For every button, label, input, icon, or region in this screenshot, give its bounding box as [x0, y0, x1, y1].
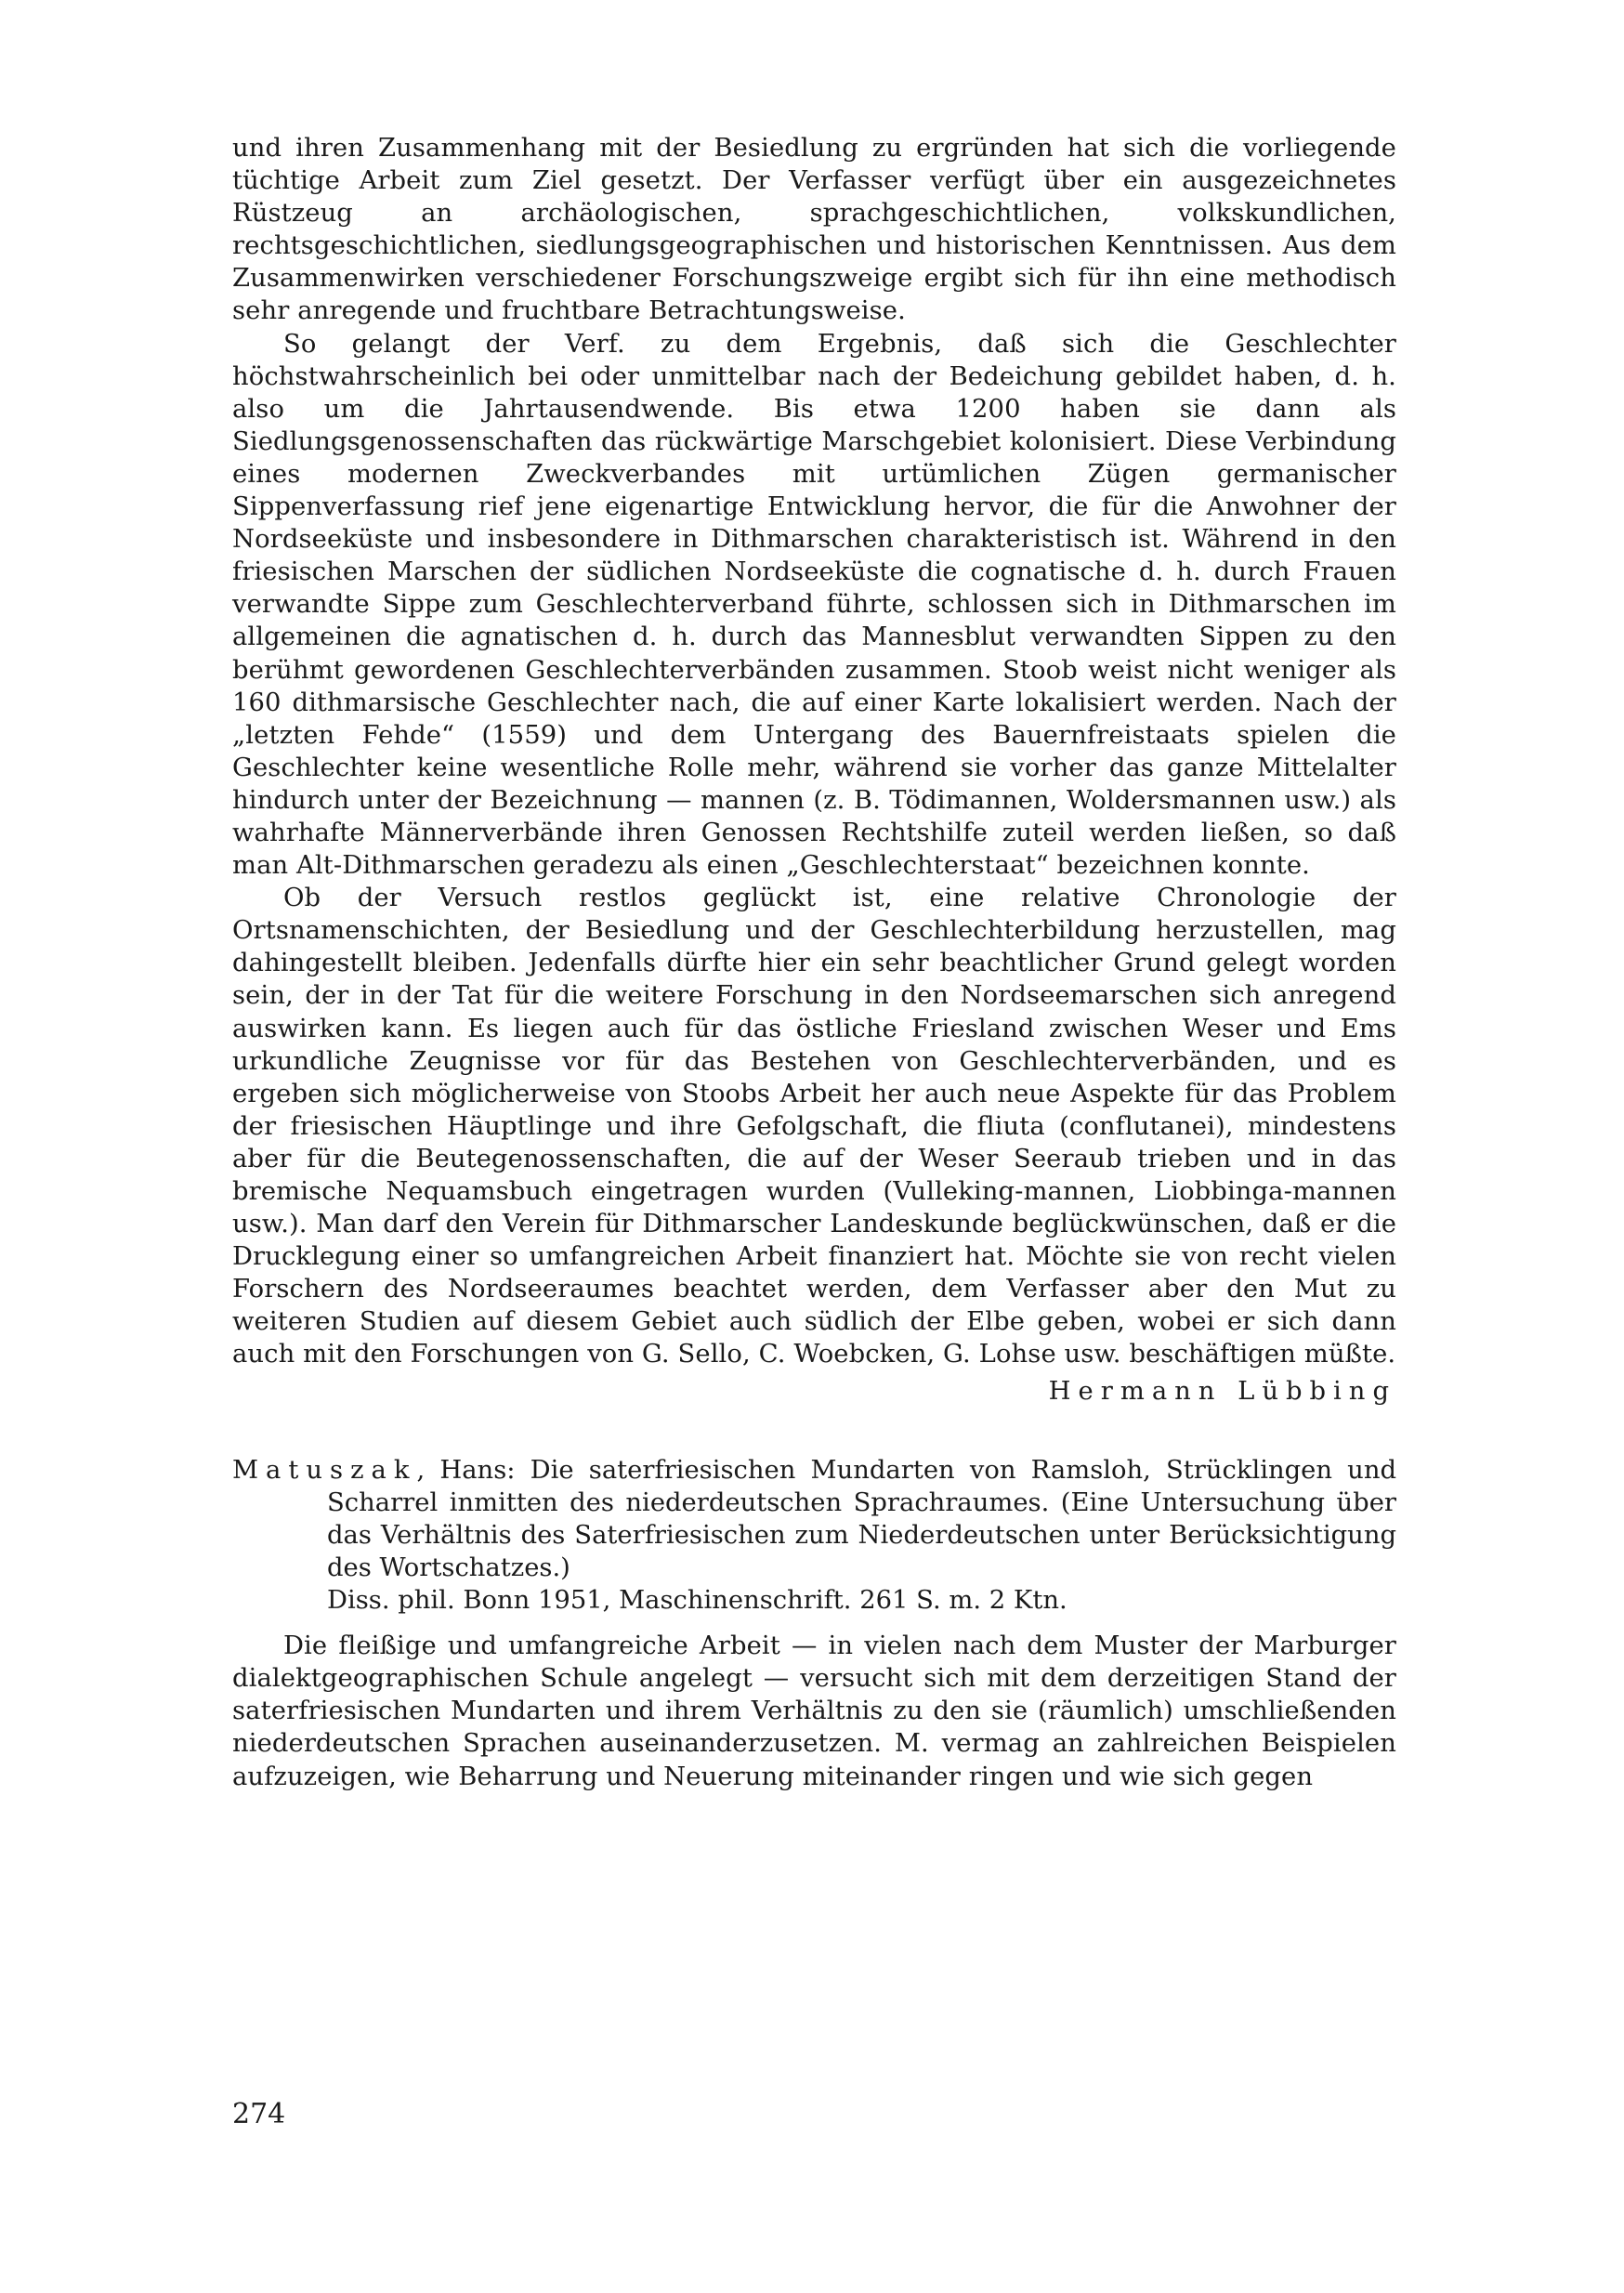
paragraph-1: und ihren Zusammenhang mit der Besiedlung zu ergründen hat sich die vorliegende tüchtige Arbeit zum Ziel gesetzt. Der Verfasser verfügt über ein ausgezeichnetes Rüstzeug an archäologischen, sprachgeschichtlichen, volkskundlichen, rechtsgeschichtlichen, siedlungsgeographischen und historischen Kenntnissen. Aus dem Zusammenwirken verschiedener Forschungszweige ergibt sich für ihn eine methodisch sehr anregende und fruchtbare Betrachtungsweise. [232, 134, 1396, 326]
entry-title: , Hans: Die saterfriesischen Mundarten von Ramsloh, Strücklingen und Scharrel inmitten des niederdeutschen Sprachraumes. (Eine Untersuchung über das Verhältnis des Saterfriesischen zum Niederdeutschen unter Berücksichtigung des Wortschatzes.) [327, 1455, 1396, 1582]
page-number: 274 [232, 2098, 286, 2130]
review-body: Die fleißige und umfangreiche Arbeit — in vielen nach dem Muster der Marburger dialektgeographischen Schule angelegt — versucht sich mit dem derzeitigen Stand der saterfriesischen Mundarten und ihrem Verhältnis zu den sie (räumlich) umschließenden niederdeutschen Sprachen auseinanderzusetzen. M. vermag an zahlreichen Beispielen aufzuzeigen, wie Beharrung und Neuerung miteinander ringen und wie sich gegen [232, 1631, 1396, 1791]
paragraph-3: Ob der Versuch restlos geglückt ist, eine relative Chronologie der Ortsnamenschichten, der Besiedlung und der Geschlechterbildung herzustellen, mag dahingestellt bleiben. Jedenfalls dürfte hier ein sehr beachtlicher Grund gelegt worden sein, der in der Tat für die weitere Forschung in den Nordseemarschen sich anregend auswirken kann. Es liegen auch für das östliche Friesland zwischen Weser und Ems urkundliche Zeugnisse vor für das Bestehen von Geschlechterverbänden, und es ergeben sich möglicherweise von Stoobs Arbeit her auch neue Aspekte für das Problem der friesischen Häuptlinge und ihre Gefolgschaft, die fliuta (conflutanei), mindestens aber für die Beutegenossenschaften, die auf der Weser Seeraub trieben und in das bremische Nequamsbuch eingetragen wurden (Vulleking-mannen, Liobbinga-mannen usw.). Man darf den Verein für Dithmarscher Landeskunde beglückwünschen, daß er die Drucklegung einer so umfangreichen Arbeit finanziert hat. Möchte sie von recht vielen Forschern des Nordseeraumes beachtet werden, dem Verfasser aber den Mut zu weiteren Studien auf diesem Gebiet auch südlich der Elbe geben, wobei er sich dann auch mit den Forschungen von G. Sello, C. Woebcken, G. Lohse usw. beschäftigen müßte. [232, 884, 1396, 1369]
paragraph-2: So gelangt der Verf. zu dem Ergebnis, daß sich die Geschlechter höchstwahrscheinlich bei oder unmittelbar nach der Bedeichung gebildet haben, d. h. also um die Jahrtausendwende. Bis etwa 1200 haben sie dann als Siedlungsgenossenschaften das rückwärtige Marschgebiet kolonisiert. Diese Verbindung eines modernen Zweckverbandes mit urtümlichen Zügen germanischer Sippenverfassung rief jene eigenartige Entwicklung hervor, die für die Anwohner der Nordseeküste und insbesondere in Dithmarschen charakteristisch ist. Während in den friesischen Marschen der südlichen Nordseeküste die cognatische d. h. durch Frauen verwandte Sippe zum Geschlechterverband führte, schlossen sich in Dithmarschen im allgemeinen die agnatischen d. h. durch das Mannesblut verwandten Sippen zu den berühmt gewordenen Geschlechterverbänden zusammen. Stoob weist nicht weniger als 160 dithmarsische Geschlechter nach, die auf einer Karte lokalisiert werden. Nach der „letzten Fehde“ (1559) und dem Untergang des Bauernfreistaats spielen die Geschlechter keine wesentliche Rolle mehr, während sie vorher das ganze Mittelalter hindurch unter der Bezeichnung — mannen (z. B. Tödimannen, Woldersmannen usw.) als wahrhafte Männerverbände ihren Genossen Rechtshilfe zuteil werden ließen, so daß man Alt-Dithmarschen geradezu als einen „Geschlechterstaat“ bezeichnen konnte. [232, 329, 1396, 881]
bibliographic-entry [232, 1454, 1396, 1617]
page-content [232, 132, 1396, 1793]
book-review [232, 1454, 1396, 1793]
reviewer-signature: Hermann Lübbing [1048, 1376, 1396, 1406]
publication-details: Diss. phil. Bonn 1951, Maschinenschrift. 261 S. m. 2 Ktn. [327, 1586, 1067, 1616]
author-surname: Matuszak [232, 1455, 417, 1485]
